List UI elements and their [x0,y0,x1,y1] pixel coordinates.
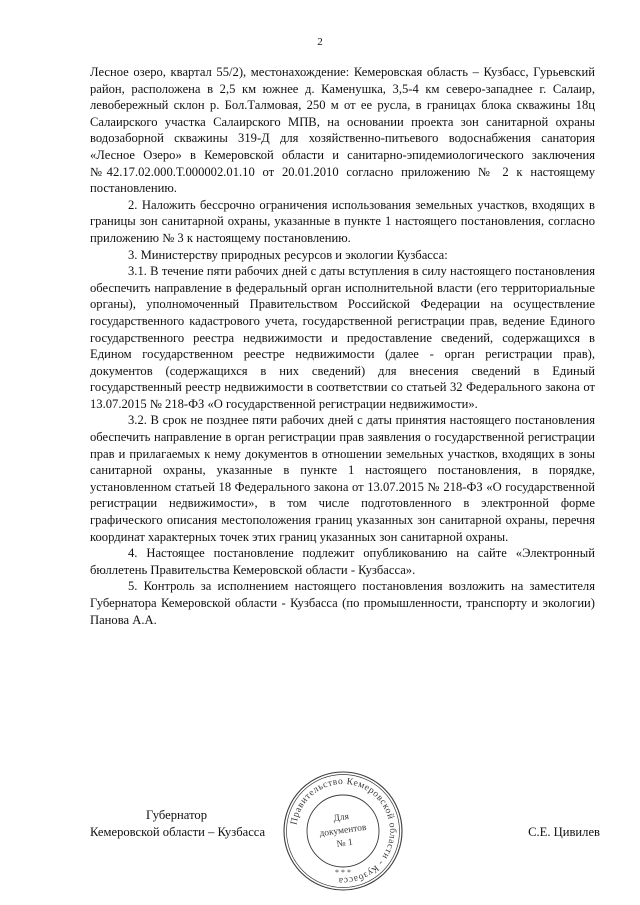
signatory-title: Губернатор [146,808,207,822]
paragraph-3-1: 3.1. В течение пяти рабочих дней с даты вступления в силу настоящего постановления обеспечить направление в федеральный орган исполнительной власти (его территориальные органы), уполномоченный Правительством Российской Федерации на осуществление государственного кадастрового учета, государственной регистрации прав, ведение Единого государственного реестра недвижимости и предоставление сведений, содержащихся в Едином государственном реестре недвижимости (далее - орган регистрации прав), документов (содержащихся в них сведений) для внесения сведений в Единый государственный реестр недвижимости в соответствии со статьей 32 Федерального закона от 13.07.2015 № 218-ФЗ «О государственной регистрации недвижимости». [90,264,595,411]
signatory-region: Кемеровской области – Кузбасса [90,825,266,839]
paragraph-5: 5. Контроль за исполнением настоящего постановления возложить на заместителя Губернатора Кемеровской области - Кузбасса (по промышленности, транспорту и экологии) Панова А.А. [90,579,595,627]
signatory-name: С.Е. Цивилев [528,825,600,839]
paragraph-3-2: 3.2. В срок не позднее пяти рабочих дней с даты принятия настоящего постановления обеспечить направление в орган регистрации прав заявления о государственной регистрации прав и прилагаемых к нему документов в отношении земельных участков, входящих в зоны санитарной охраны, указанные в пункте 1 настоящего постановления, в порядке, установленном статьей 18 Федерального закона от 13.07.2015 № 218-ФЗ «О государственной регистрации недвижимости», в том числе подготовленного в электронной форме графического описания местоположения границ указанных зон санитарной охраны, перечня координат характерных точек этих границ указанных зон санитарной охраны. [90,413,595,544]
paragraph-continuation: Лесное озеро, квартал 55/2), местонахождение: Кемеровская область – Кузбасс, Гурьевский район, расположена в 2,5 км южнее д. Каменушка, 3,5-4 км северо-западнее г. Салаир, левобережный склон р. Бол.Талмовая, 250 м от ее русла, в границах блока скважины 18ц Салаирского участка Салаирского МПВ, на основании проекта зон санитарной охраны водозаборной скважины 319-Д для хозяйственно-питьевого водоснабжения санатория «Лесное Озеро» в Кемеровской области и санитарно-эпидемиологического заключения №42.17.02.000.Т.000002.01.10 от 20.01.2010 согласно приложению № 2 к настоящему постановлению. [90,65,595,196]
document-body [90,64,595,628]
seal-center-line-2: документов [318,822,368,840]
seal-center-line-3: № 1 [336,837,354,850]
paragraph-3: 3. Министерству природных ресурсов и экологии Кузбасса: [128,247,448,262]
paragraph-4: 4. Настоящее постановление подлежит опубликованию на сайте «Электронный бюллетень Правительства Кемеровской области - Кузбасса». [90,546,595,577]
seal-stars: * * * [335,868,351,877]
seal-center-line-1: Для [332,812,350,825]
paragraph-2: 2. Наложить бессрочно ограничения использования земельных участков, входящих в границы зон санитарной охраны, указанные в пункте 1 настоящего постановления, согласно приложению № 3 к настоящему постановлению. [90,197,595,245]
official-seal-stamp [282,770,404,892]
page-number: 2 [317,36,323,48]
seal-ring-text: Правительство Кемеровской области - Кузбасса [289,776,398,886]
